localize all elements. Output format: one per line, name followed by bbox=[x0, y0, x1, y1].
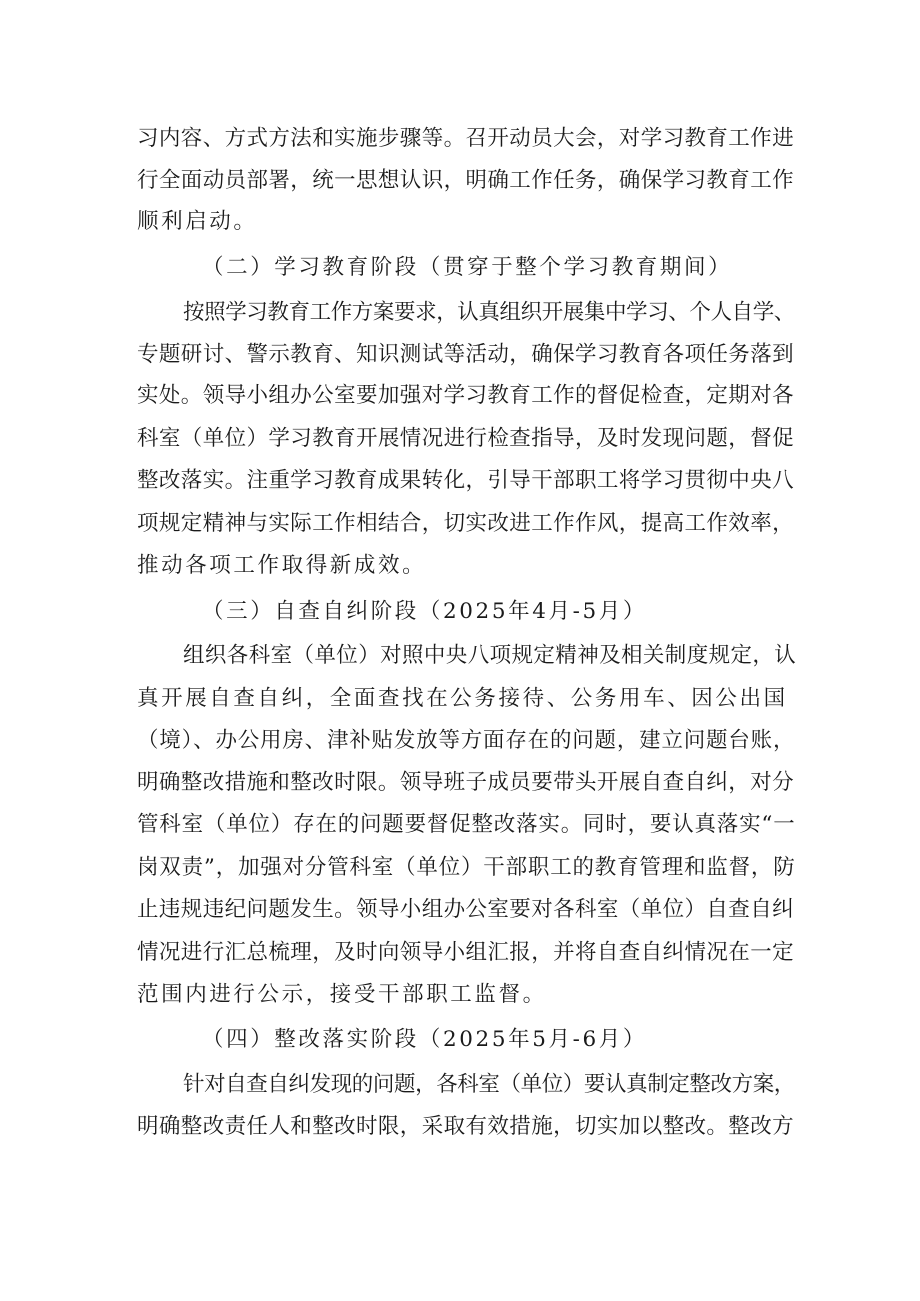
paragraph-line: 明确整改措施和整改时限。领导班子成员要带头开展自查自纠，对分 bbox=[137, 770, 795, 795]
paragraph-line: 岗双责”，加强对分管科室（单位）干部职工的教育管理和监督，防 bbox=[137, 855, 796, 880]
paragraph-line: 行全面动员部署，统一思想认识，明确工作任务，确保学习教育工作 bbox=[137, 168, 795, 193]
paragraph-line: 顺利启动。 bbox=[137, 209, 258, 234]
paragraph-line: 组织各科室（单位）对照中央八项规定精神及相关制度规定，认 bbox=[183, 643, 797, 668]
paragraph-line: 真开展自查自纠，全面查找在公务接待、公务用车、因公出国 bbox=[137, 686, 788, 711]
paragraph-line: 按照学习教育工作方案要求，认真组织开展集中学习、个人自学、 bbox=[183, 300, 795, 325]
section-heading-3: （三）自查自纠阶段（2025年4月-5月） bbox=[202, 599, 647, 624]
paragraph-line: 范围内进行公示，接受干部职工监督。 bbox=[137, 982, 547, 1007]
paragraph-line: 整改落实。注重学习教育成果转化，引导干部职工将学习贯彻中央八 bbox=[137, 468, 795, 493]
paragraph-line: 项规定精神与实际工作相结合，切实改进工作作风，提高工作效率， bbox=[137, 511, 795, 536]
paragraph-line: 科室（单位）学习教育开展情况进行检查指导，及时发现问题，督促 bbox=[137, 426, 795, 451]
paragraph-line: 推动各项工作取得新成效。 bbox=[137, 553, 427, 578]
paragraph-line: 针对自查自纠发现的问题，各科室（单位）要认真制定整改方案， bbox=[183, 1072, 795, 1097]
paragraph-line: 习内容、方式方法和实施步骤等。召开动员大会，对学习教育工作进 bbox=[137, 126, 795, 151]
section-heading-2: （二）学习教育阶段（贯穿于整个学习教育期间） bbox=[202, 255, 733, 280]
paragraph-line: 明确整改责任人和整改时限，采取有效措施，切实加以整改。整改方 bbox=[137, 1114, 795, 1139]
paragraph-line: （境）、办公用房、津补贴发放等方面存在的问题，建立问题台账， bbox=[137, 728, 796, 753]
paragraph-line: 专题研讨、警示教育、知识测试等活动，确保学习教育各项任务落到 bbox=[137, 342, 795, 367]
paragraph-line: 止违规违纪问题发生。领导小组办公室要对各科室（单位）自查自纠 bbox=[137, 897, 795, 922]
paragraph-line: 实处。领导小组办公室要加强对学习教育工作的督促检查，定期对各 bbox=[137, 383, 795, 408]
paragraph-line: 管科室（单位）存在的问题要督促整改落实。同时，要认真落实“一 bbox=[137, 812, 796, 837]
paragraph-line: 情况进行汇总梳理，及时向领导小组汇报，并将自查自纠情况在一定 bbox=[137, 940, 795, 965]
section-heading-4: （四）整改落实阶段（2025年5月-6月） bbox=[202, 1027, 647, 1052]
